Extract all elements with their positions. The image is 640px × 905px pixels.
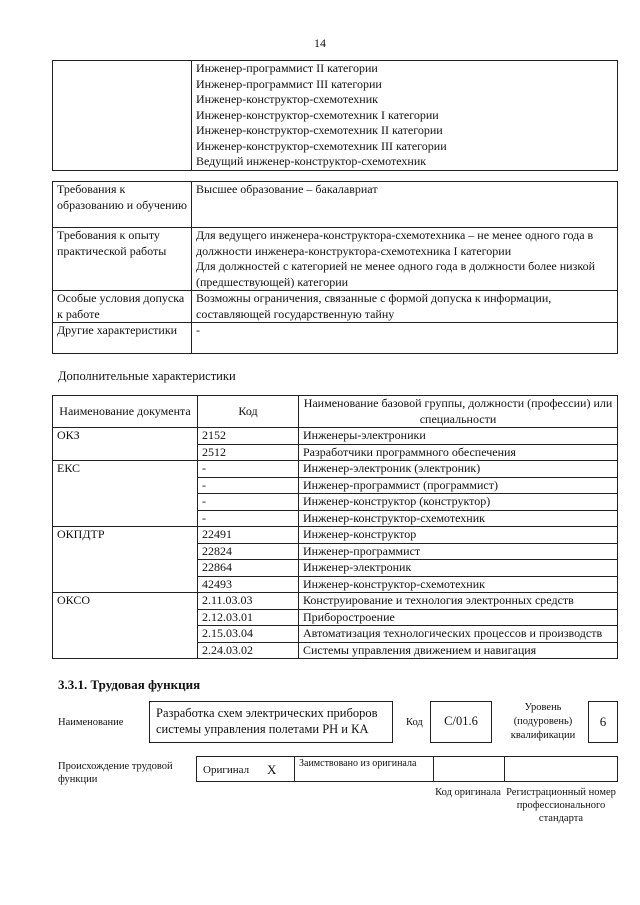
code-cell: -	[198, 494, 299, 511]
requirement-label: Особые условия допуска к работе	[53, 291, 192, 323]
position-item: Инженер-конструктор-схемотехник II категории	[196, 123, 443, 137]
original-mark: Х	[267, 762, 277, 777]
function-name-box: Разработка схем электрических приборов системы управления полетами РН и КА	[149, 701, 393, 743]
position-item: Инженер-конструктор-схемотехник III категории	[196, 138, 447, 153]
positions-label-cell	[53, 61, 192, 171]
name-cell: Инженер-конструктор (конструктор)	[299, 494, 618, 511]
doc-cell: ОКПДТР	[53, 527, 198, 593]
requirement-value	[192, 228, 618, 291]
name-cell: Разработчики программного обеспечения	[299, 444, 618, 461]
name-cell: Инженеры-электроники	[299, 428, 618, 445]
additional-characteristics-table	[52, 395, 618, 659]
level-label: Уровень (подуровень) квалификации	[510, 702, 576, 741]
code-cell: 2152	[198, 428, 299, 445]
name-cell: Приборостроение	[299, 609, 618, 626]
original-cell	[197, 757, 295, 781]
page-number: 14	[314, 36, 326, 50]
borrowed-label: Заимствовано из оригинала	[299, 758, 417, 769]
reg-number-label: Регистрационный номер профессионального стандарта	[506, 787, 616, 824]
requirement-label: Требования к образованию и обучению	[53, 182, 192, 228]
position-item: Инженер-программист II категории	[196, 61, 378, 75]
requirement-label: Требования к опыту практической работы	[53, 228, 192, 291]
requirement-value: Возможны ограничения, связанные с формой допуска к информации, составляющей государственную тайну	[192, 291, 618, 323]
header-code: Код	[198, 396, 299, 428]
header-document: Наименование документа	[53, 396, 198, 428]
name-cell: Инженер-электроник (электроник)	[299, 461, 618, 478]
code-cell: 22491	[198, 527, 299, 544]
header-name: Наименование базовой группы, должности (профессии) или специальности	[299, 396, 618, 428]
origin-row	[196, 756, 618, 782]
code-cell: -	[198, 477, 299, 494]
name-label: Наименование	[58, 717, 124, 728]
doc-cell: ОКСО	[53, 593, 198, 659]
name-cell: Инженер-конструктор-схемотехник	[299, 576, 618, 593]
code-cell: -	[198, 510, 299, 527]
section-title: Дополнительные характеристики	[58, 369, 236, 383]
name-cell: Инженер-программист (программист)	[299, 477, 618, 494]
requirement-value: Высшее образование – бакалавриат	[192, 182, 618, 228]
doc-cell: ЕКС	[53, 461, 198, 527]
positions-list-cell	[192, 61, 618, 171]
name-cell: Инженер-конструктор-схемотехник	[299, 510, 618, 527]
position-item: Ведущий инженер-конструктор-схемотехник	[196, 154, 427, 168]
borrowed-cell	[295, 757, 434, 781]
code-cell: 22824	[198, 543, 299, 560]
code-cell: 2.24.03.02	[198, 642, 299, 659]
code-cell: 2.15.03.04	[198, 626, 299, 643]
position-item: Инженер-конструктор-схемотехник I категории	[196, 107, 439, 122]
code-value-box: С/01.6	[430, 701, 492, 743]
function-heading: 3.3.1. Трудовая функция	[58, 677, 201, 692]
name-cell: Автоматизация технологических процессов и производств	[299, 626, 618, 643]
level-value-box: 6	[588, 701, 618, 743]
name-cell: Инженер-программист	[299, 543, 618, 560]
requirement-value: -	[192, 323, 618, 354]
code-label: Код	[406, 717, 423, 728]
requirement-paragraph: Для ведущего инженера-конструктора-схемотехника – не менее одного года в должности инженера-конструктора-схемотехника I категории	[196, 228, 594, 258]
doc-cell: ОКЗ	[53, 428, 198, 461]
position-item: Инженер-программист III категории	[196, 76, 382, 91]
requirement-label: Другие характеристики	[53, 323, 192, 354]
code-cell: 2.11.03.03	[198, 593, 299, 610]
name-cell: Инженер-электроник	[299, 560, 618, 577]
code-cell: 2512	[198, 444, 299, 461]
reg-number-cell	[505, 757, 617, 781]
code-cell: 22864	[198, 560, 299, 577]
positions-table	[52, 60, 618, 171]
original-label: Оригинал	[203, 764, 250, 776]
origin-label: Происхождение трудовой функции	[58, 761, 173, 785]
name-cell: Системы управления движением и навигация	[299, 642, 618, 659]
code-cell: -	[198, 461, 299, 478]
code-original-cell	[434, 757, 505, 781]
position-item: Инженер-конструктор-схемотехник	[196, 92, 378, 106]
code-original-label: Код оригинала	[435, 787, 501, 798]
code-cell: 42493	[198, 576, 299, 593]
name-cell: Инженер-конструктор	[299, 527, 618, 544]
requirement-paragraph: Для должностей с категорией не менее одного года в должности более низкой (предшествующей) категории	[196, 259, 595, 289]
requirements-table	[52, 181, 618, 354]
code-cell: 2.12.03.01	[198, 609, 299, 626]
name-cell: Конструирование и технология электронных средств	[299, 593, 618, 610]
